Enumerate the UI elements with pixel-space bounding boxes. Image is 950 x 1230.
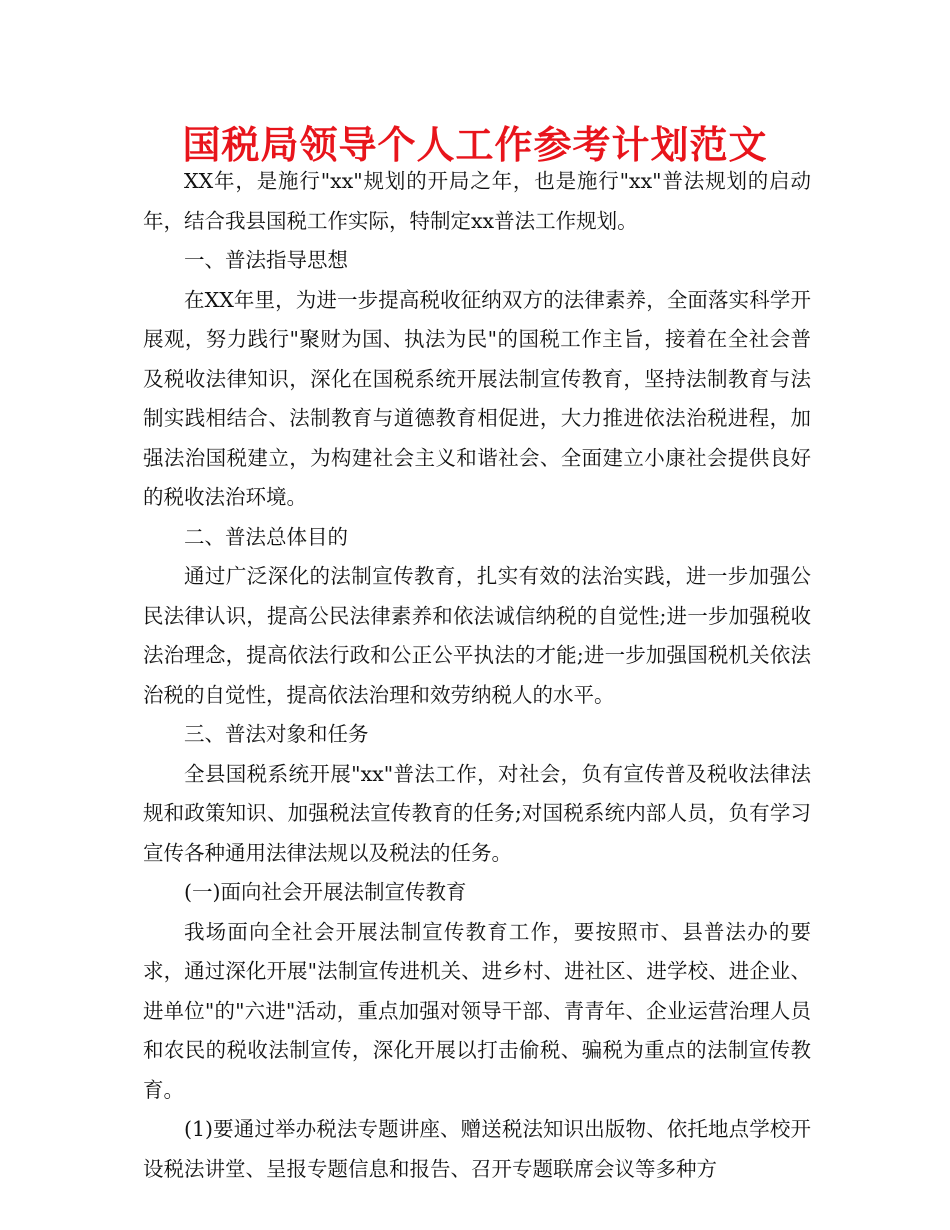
paragraph-targets-tasks: 全县国税系统开展"xx"普法工作，对社会，负有宣传普及税收法律法规和政策知识、加强税法宣传教育的任务;对国税系统内部人员，负有学习宣传各种通用法律法规以及税法的任务。 xyxy=(143,761,811,865)
paragraph-item-1: (1)要通过举办税法专题讲座、赠送税法知识出版物、依托地点学校开设税法讲堂、呈报专题信息和报告、召开专题联席会议等多种方 xyxy=(143,1117,811,1181)
paragraph-overall-goal: 通过广泛深化的法制宣传教育，扎实有效的法治实践，进一步加强公民法律认识，提高公民法律素养和依法诚信纳税的自觉性;进一步加强税收法治理念，提高依法行政和公正公平执法的才能;进一步加强国税机关依法治税的自觉性，提高依法治理和效劳纳税人的水平。 xyxy=(143,564,811,707)
paragraph-guiding-thought: 在XX年里，为进一步提高税收征纳双方的法律素养，全面落实科学开展观，努力践行"聚财为国、执法为民"的国税工作主旨，接着在全社会普及税收法律知识，深化在国税系统开展法制宣传教育，坚持法制教育与法制实践相结合、法制教育与道德教育相促进，大力推进依法治税进程，加强法治国税建立，为构建社会主义和谐社会、全面建立小康社会提供良好的税收法治环境。 xyxy=(143,287,811,509)
paragraph-public-education: 我场面向全社会开展法制宣传教育工作，要按照市、县普法办的要求，通过深化开展"法制宣传进机关、进乡村、进社区、进学校、进企业、进单位"的"六进"活动，重点加强对领导干部、青青年、企业运营治理人员和农民的税收法制宣传，深化开展以打击偷税、骗税为重点的法制宣传教育。 xyxy=(143,919,811,1102)
section-heading-3: 三、普法对象和任务 xyxy=(184,722,369,746)
document-title: 国税局领导个人工作参考计划范文 xyxy=(182,123,768,167)
subsection-heading-1: (一)面向社会开展法制宣传教育 xyxy=(184,880,467,904)
paragraph-intro: XX年，是施行"xx"规划的开局之年，也是施行"xx"普法规划的启动年，结合我县国税工作实际，特制定xx普法工作规划。 xyxy=(143,169,811,233)
section-heading-2: 二、普法总体目的 xyxy=(184,524,348,549)
section-heading-1: 一、普法指导思想 xyxy=(184,248,348,272)
document-body xyxy=(143,162,811,1189)
